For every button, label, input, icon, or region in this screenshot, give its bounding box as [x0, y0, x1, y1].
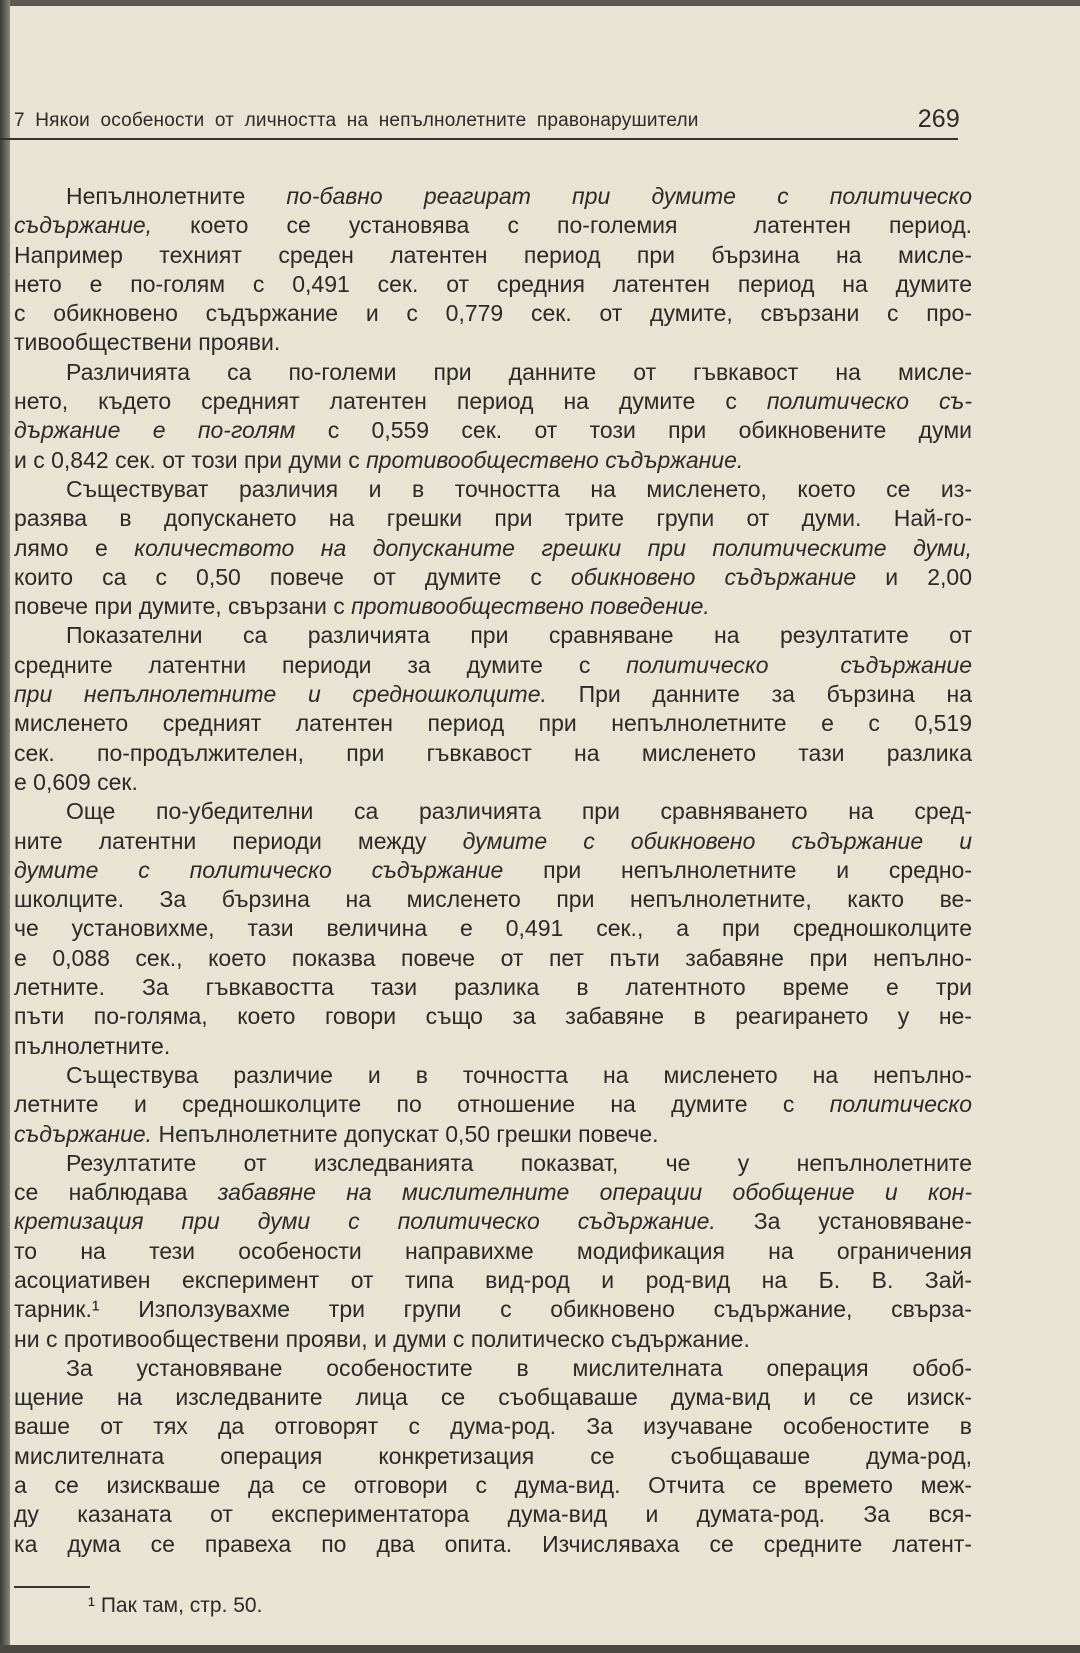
- text-segment: сек. по-продължителен, при гъвкавост на мисленето тази разлика: [14, 739, 972, 766]
- text-line: [14, 328, 972, 357]
- scan-bottom-edge: [0, 1645, 1080, 1653]
- text-line: [14, 944, 972, 973]
- text-line: [14, 1090, 972, 1119]
- text-segment: Непълнолетните: [66, 183, 287, 209]
- text-segment: Съществуват различия и в точността на мисленето, което се из-: [66, 475, 972, 502]
- text-segment: Резултатите от изследванията показват, че у непълнолетните: [66, 1149, 972, 1176]
- italic-text-segment: противообществено поведение.: [351, 593, 710, 620]
- text-line: [14, 358, 972, 387]
- text-segment: при непълнолетните и средно-: [503, 856, 973, 883]
- text-line: [14, 299, 972, 328]
- text-line: [14, 270, 972, 299]
- text-line: [14, 914, 972, 943]
- text-segment: летните и средношколците по отношение на думите с: [14, 1091, 830, 1118]
- text-segment: летните. За гъвкавостта тази разлика в латентното време е три: [14, 974, 972, 1001]
- text-segment: средните латентни периоди за думите с: [14, 651, 627, 678]
- italic-text-segment: политическо съдържание: [626, 651, 972, 678]
- body-text: [14, 182, 972, 1559]
- text-line: [14, 563, 972, 592]
- text-line: [14, 1471, 972, 1500]
- text-line: [14, 592, 972, 621]
- scan-top-edge: [0, 0, 1080, 6]
- italic-text-segment: кретизация при думи с политическо съдържание.: [14, 1208, 716, 1235]
- footnote: ¹ Пак там, стр. 50.: [88, 1594, 263, 1617]
- text-segment: което се установява с по-големия латентен период.: [152, 212, 972, 239]
- italic-text-segment: обикновено съдържание: [570, 563, 857, 590]
- text-line: [14, 241, 972, 270]
- page-number: 269: [917, 105, 960, 133]
- text-line: [14, 1354, 972, 1383]
- text-segment: ка дума се правеха по два опита. Изчисляваха се средните латент-: [14, 1530, 972, 1557]
- italic-text-segment: думите с обикновено съдържание и: [462, 827, 972, 854]
- text-segment: асоциативен експеримент от типа вид-род и род-вид на Б. В. Зай-: [14, 1266, 972, 1293]
- text-segment: За установяване особеностите в мислителната операция обоб-: [66, 1354, 972, 1381]
- text-line: [14, 416, 972, 445]
- header-rule: [0, 138, 958, 140]
- italic-text-segment: забавяне на мислителните операции обобщение и кон-: [217, 1179, 972, 1206]
- text-line: [14, 768, 972, 797]
- text-line: [14, 1500, 972, 1529]
- text-line: [14, 1120, 972, 1149]
- text-line: [14, 1412, 972, 1441]
- running-header: [14, 104, 960, 134]
- text-line: [14, 387, 972, 416]
- book-spine-shadow: [0, 0, 10, 1653]
- italic-text-segment: количеството на допусканите грешки при политическите думи,: [134, 534, 972, 561]
- text-line: [14, 446, 972, 475]
- text-segment: мисленето средният латентен период при непълнолетните е с 0,519: [14, 710, 972, 737]
- text-line: [14, 1237, 972, 1266]
- text-segment: За установяване-: [715, 1208, 973, 1235]
- text-segment: мислителната операция конкретизация се съобщаваше дума-род,: [14, 1442, 972, 1469]
- text-segment: разява в допускането на грешки при трите групи от думи. Най-го-: [14, 505, 972, 532]
- text-line: [14, 680, 972, 709]
- text-segment: лямо е: [14, 534, 135, 561]
- text-line: [14, 1383, 972, 1412]
- text-line: [14, 1295, 972, 1324]
- text-segment: Непълнолетните допускат 0,50 грешки повече.: [152, 1120, 659, 1147]
- text-line: [14, 827, 972, 856]
- text-line: [14, 651, 972, 680]
- text-line: [14, 1325, 972, 1354]
- text-line: [14, 211, 972, 240]
- text-segment: ду казаната от експериментатора дума-вид и думата-род. За вся-: [14, 1501, 972, 1528]
- text-segment: нето, където средният латентен период на думите с: [14, 388, 767, 415]
- text-segment: При данните за бързина на: [546, 681, 973, 708]
- text-segment: то на тези особености направихме модификация на ограничения: [14, 1237, 972, 1264]
- italic-text-segment: по-бавно реагират при думите с политическо: [286, 183, 972, 209]
- text-line: [14, 973, 972, 1002]
- text-line: [14, 1178, 972, 1207]
- italic-text-segment: политическо съ-: [766, 388, 972, 415]
- italic-text-segment: при непълнолетните и средношколците.: [14, 681, 547, 708]
- text-segment: с обикновено съдържание и с 0,779 сек. от думите, свързани с про-: [14, 300, 972, 327]
- text-line: [14, 1002, 972, 1031]
- text-segment: ни с противообществени прояви, и думи с политическо съдържание.: [14, 1325, 750, 1352]
- text-line: [14, 797, 972, 826]
- text-line: [14, 182, 972, 211]
- text-line: [14, 1530, 972, 1559]
- text-segment: е 0,609 сек.: [14, 768, 138, 795]
- text-segment: пълнолетните.: [14, 1032, 171, 1059]
- text-line: [14, 1149, 972, 1178]
- text-line: [14, 621, 972, 650]
- text-segment: че установихме, тази величина е 0,491 сек., а при средношколците: [14, 915, 972, 942]
- text-segment: се наблюдава: [14, 1179, 218, 1206]
- footnote-rule: [14, 1586, 90, 1588]
- text-line: [14, 1207, 972, 1236]
- text-segment: тивообществени прояви.: [14, 329, 281, 356]
- text-line: [14, 1266, 972, 1295]
- text-line: [14, 856, 972, 885]
- italic-text-segment: думите с политическо съдържание: [14, 856, 504, 883]
- text-segment: повече при думите, свързани с: [14, 593, 352, 620]
- text-segment: Още по-убедителни са различията при сравняването на сред-: [66, 798, 972, 825]
- text-segment: нето е по-голям с 0,491 сек. от средния латентен период на думите: [14, 270, 972, 297]
- text-line: [14, 739, 972, 768]
- text-line: [14, 1061, 972, 1090]
- text-line: [14, 709, 972, 738]
- text-segment: школците. За бързина на мисленето при непълнолетните, както ве-: [14, 886, 972, 913]
- text-segment: Показателни са различията при сравняване на резултатите от: [66, 622, 972, 649]
- text-segment: Например техният среден латентен период при бързина на мисле-: [14, 241, 972, 268]
- text-segment: Различията са по-големи при данните от гъвкавост на мисле-: [66, 358, 972, 385]
- text-line: [14, 504, 972, 533]
- text-line: [14, 1442, 972, 1471]
- text-line: [14, 534, 972, 563]
- italic-text-segment: противообществено съдържание.: [366, 446, 744, 473]
- text-segment: ваше от тях да отговорят с дума-род. За изучаване особеностите в: [14, 1413, 972, 1440]
- italic-text-segment: съдържание.: [14, 1120, 153, 1147]
- italic-text-segment: държание е по-голям: [14, 417, 296, 444]
- text-segment: с 0,559 сек. от този при обикновените думи: [295, 417, 972, 444]
- text-line: [14, 1032, 972, 1061]
- text-segment: пъти по-голяма, което говори също за забавяне в реагирането у не-: [14, 1003, 972, 1030]
- text-segment: е 0,088 сек., което показва повече от пет пъти забавяне при непълно-: [14, 944, 972, 971]
- italic-text-segment: политическо: [829, 1091, 972, 1118]
- text-line: [14, 885, 972, 914]
- text-segment: щение на изследваните лица се съобщаваше дума-вид и се изиск-: [14, 1384, 972, 1411]
- text-segment: които са с 0,50 повече от думите с: [14, 563, 571, 590]
- text-segment: тарник.¹ Използувахме три групи с обикновено съдържание, свърза-: [14, 1296, 972, 1323]
- text-segment: а се изискваше да се отговори с дума-вид. Отчита се времето меж-: [14, 1472, 972, 1499]
- italic-text-segment: съдържание,: [14, 212, 153, 239]
- text-segment: и 2,00: [856, 563, 972, 590]
- text-segment: и с 0,842 сек. от този при думи с: [14, 446, 367, 473]
- text-segment: Съществува различие и в точността на мисленето на непълно-: [66, 1061, 972, 1088]
- running-header-title: 7 Някои особености от личността на непълнолетните правонарушители: [14, 110, 699, 131]
- text-line: [14, 475, 972, 504]
- text-segment: ните латентни периоди между: [14, 827, 463, 854]
